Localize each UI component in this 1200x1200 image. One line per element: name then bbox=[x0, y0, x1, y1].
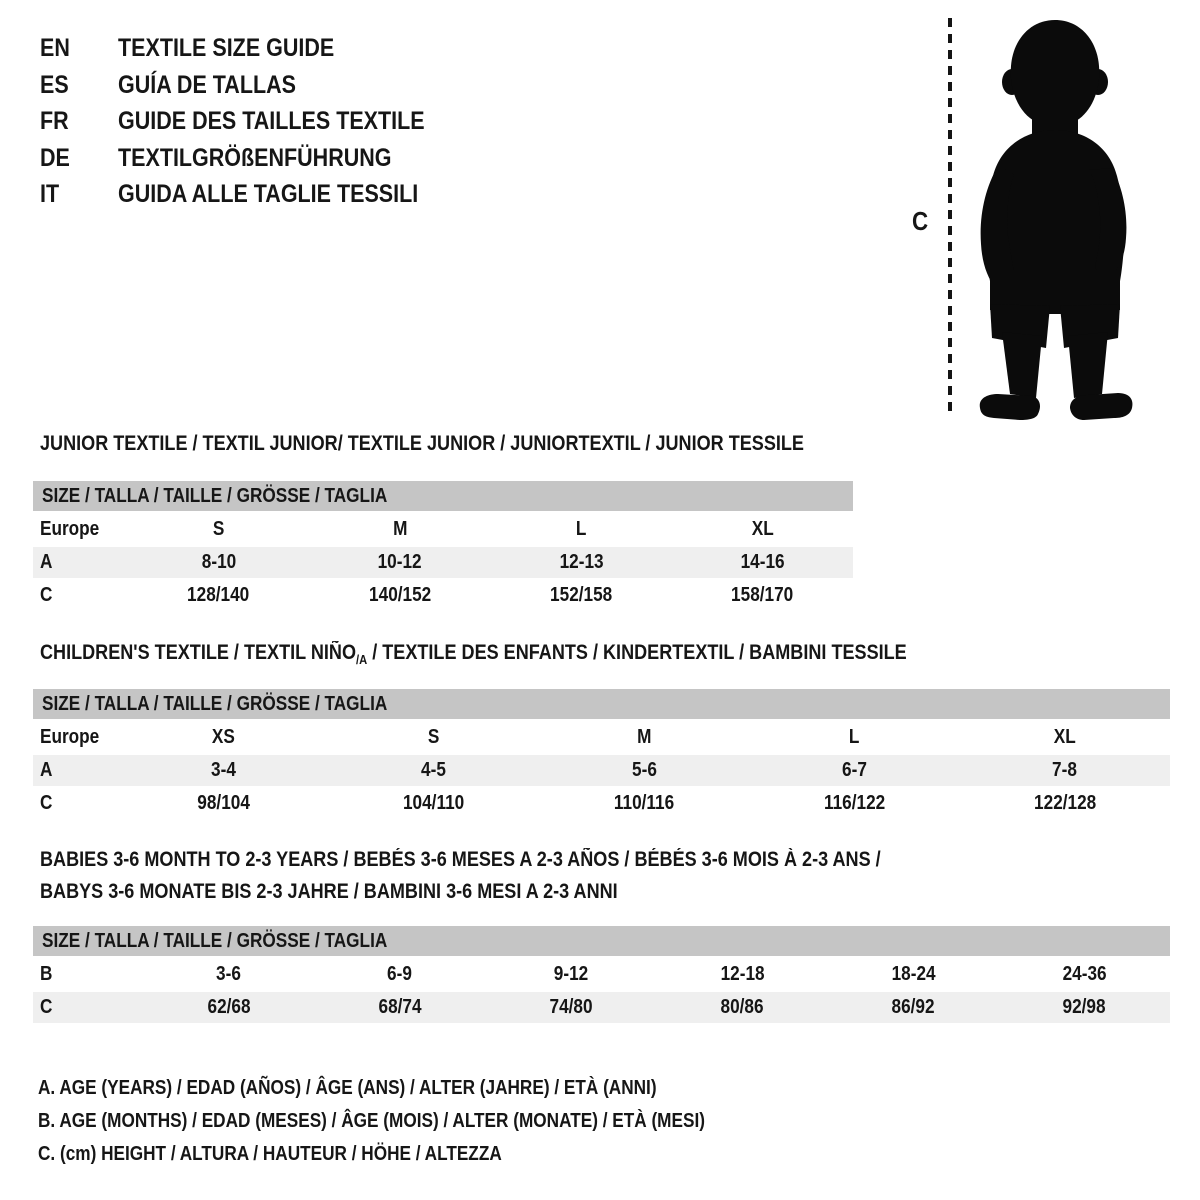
size-value: M bbox=[636, 726, 652, 748]
size-value: S bbox=[212, 518, 225, 540]
age-value: 10-12 bbox=[377, 551, 422, 573]
months-value: 24-36 bbox=[1062, 963, 1107, 985]
age-value: 6-7 bbox=[841, 759, 867, 781]
size-value: XL bbox=[751, 518, 774, 540]
legend-line-a: A. AGE (YEARS) / EDAD (AÑOS) / ÂGE (ANS) / ALTER (JAHRE) / ETÀ (ANNI) bbox=[38, 1077, 657, 1099]
language-row-es bbox=[40, 67, 475, 104]
babies-size-table bbox=[33, 926, 1170, 1025]
months-value: 18-24 bbox=[891, 963, 936, 985]
babies-row-height bbox=[33, 992, 1170, 1023]
language-row-de bbox=[40, 140, 475, 177]
height-value: 104/110 bbox=[402, 792, 465, 814]
size-value: S bbox=[427, 726, 440, 748]
height-value: 158/170 bbox=[731, 584, 794, 606]
junior-row-height bbox=[33, 580, 853, 611]
age-value: 4-5 bbox=[421, 759, 447, 781]
guide-title-es: GUÍA DE TALLAS bbox=[118, 70, 296, 99]
age-value: 5-6 bbox=[631, 759, 657, 781]
height-value: 152/158 bbox=[550, 584, 613, 606]
child-silhouette-image bbox=[966, 14, 1144, 422]
age-value: 7-8 bbox=[1052, 759, 1078, 781]
age-value: 3-4 bbox=[210, 759, 236, 781]
babies-row-months bbox=[33, 959, 1170, 990]
children-row-height bbox=[33, 788, 1170, 819]
children-size-table bbox=[33, 689, 1170, 821]
height-value: 140/152 bbox=[368, 584, 431, 606]
language-row-it bbox=[40, 176, 475, 213]
junior-size-header-bar: SIZE / TALLA / TAILLE / GRÖSSE / TAGLIA bbox=[33, 481, 853, 511]
height-value: 80/86 bbox=[720, 996, 764, 1018]
height-value: 86/92 bbox=[891, 996, 935, 1018]
row-label: C bbox=[40, 996, 53, 1018]
months-value: 3-6 bbox=[216, 963, 242, 985]
months-value: 12-18 bbox=[720, 963, 765, 985]
height-measure-dashed-line bbox=[948, 18, 952, 416]
language-title-list bbox=[40, 30, 475, 213]
height-value: 74/80 bbox=[549, 996, 593, 1018]
measurement-legend bbox=[38, 1072, 814, 1171]
row-label: A bbox=[40, 759, 53, 781]
junior-size-table bbox=[33, 481, 853, 613]
junior-row-age bbox=[33, 547, 853, 578]
children-row-age bbox=[33, 755, 1170, 786]
language-row-fr bbox=[40, 103, 475, 140]
babies-section-title: BABIES 3-6 MONTH TO 2-3 YEARS / BEBÉS 3-6 MESES A 2-3 AÑOS / BÉBÉS 3-6 MOIS À 2-3 ANS / BABYS 3-6 MONATE BIS 2-3 JAHRE / BAMBINI 3-6 MESI A 2-3 ANNI bbox=[40, 848, 881, 903]
row-label: B bbox=[40, 963, 53, 985]
height-value: 128/140 bbox=[187, 584, 250, 606]
nino-a-subscript: /A bbox=[356, 652, 368, 667]
age-value: 12-13 bbox=[559, 551, 604, 573]
language-code-de: DE bbox=[40, 143, 70, 172]
age-value: 8-10 bbox=[201, 551, 236, 573]
children-row-europe bbox=[33, 722, 1170, 753]
months-value: 6-9 bbox=[387, 963, 413, 985]
guide-title-it: GUIDA ALLE TAGLIE TESSILI bbox=[118, 180, 419, 208]
guide-title-en: TEXTILE SIZE GUIDE bbox=[118, 34, 335, 62]
row-label: Europe bbox=[40, 726, 100, 748]
legend-line-b: B. AGE (MONTHS) / EDAD (MESES) / ÂGE (MOIS) / ALTER (MONATE) / ETÀ (MESI) bbox=[38, 1110, 705, 1132]
language-code-fr: FR bbox=[40, 107, 69, 135]
babies-size-header-bar: SIZE / TALLA / TAILLE / GRÖSSE / TAGLIA bbox=[33, 926, 1170, 956]
guide-title-fr: GUIDE DES TAILLES TEXTILE bbox=[118, 107, 425, 135]
legend-line-c: C. (cm) HEIGHT / ALTURA / HAUTEUR / HÖHE / ALTEZZA bbox=[38, 1143, 502, 1165]
height-value: 110/116 bbox=[613, 792, 675, 814]
guide-title-de: TEXTILGRÖßENFÜHRUNG bbox=[118, 143, 392, 172]
size-value: L bbox=[849, 726, 860, 748]
language-code-it: IT bbox=[40, 180, 60, 208]
height-value: 68/74 bbox=[378, 996, 422, 1018]
height-measure-label: C bbox=[912, 206, 929, 236]
height-value: 98/104 bbox=[196, 792, 250, 814]
size-value: L bbox=[575, 518, 587, 540]
junior-section-title: JUNIOR TEXTILE / TEXTIL JUNIOR/ TEXTILE JUNIOR / JUNIORTEXTIL / JUNIOR TESSILE bbox=[40, 432, 804, 455]
language-row-en bbox=[40, 30, 475, 67]
row-label: A bbox=[40, 551, 53, 573]
row-label: C bbox=[40, 792, 53, 814]
children-section-title: CHILDREN'S TEXTILE / TEXTIL $NIÑO_{/A}$ / TEXTILE DES ENFANTS / KINDERTEXTIL / BAMBINI TESSILE bbox=[40, 641, 907, 667]
row-label: C bbox=[40, 584, 53, 606]
age-value: 14-16 bbox=[740, 551, 785, 573]
row-label: Europe bbox=[40, 518, 100, 540]
junior-row-europe bbox=[33, 514, 853, 545]
height-value: 116/122 bbox=[823, 792, 886, 814]
children-size-header-bar: SIZE / TALLA / TAILLE / GRÖSSE / TAGLIA bbox=[33, 689, 1170, 719]
size-value: M bbox=[392, 518, 408, 540]
language-code-es: ES bbox=[40, 70, 69, 99]
height-value: 122/128 bbox=[1033, 792, 1096, 814]
size-value: XL bbox=[1053, 726, 1076, 748]
size-value: XS bbox=[211, 726, 235, 748]
months-value: 9-12 bbox=[553, 963, 589, 985]
height-value: 92/98 bbox=[1062, 996, 1106, 1018]
language-code-en: EN bbox=[40, 34, 70, 62]
height-value: 62/68 bbox=[207, 996, 251, 1018]
